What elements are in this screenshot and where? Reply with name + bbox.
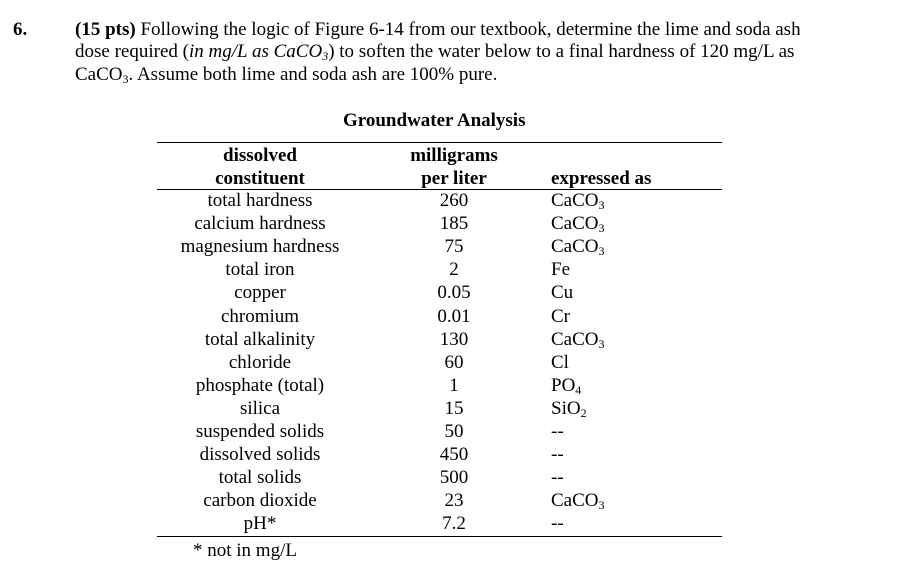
- expressed-as-subscript: 2: [580, 406, 587, 420]
- expressed-as-subscript: 3: [598, 198, 605, 212]
- table-cell-value: 2: [449, 259, 459, 280]
- question-number: 6.: [13, 19, 28, 40]
- expressed-as-subscript: 3: [598, 498, 605, 512]
- table-cell-value: 1: [449, 375, 459, 396]
- expressed-as-symbol: CaCO: [551, 329, 599, 350]
- header-constituent-line1: dissolved: [223, 145, 297, 166]
- expressed-as-subscript: 3: [598, 221, 605, 235]
- table-cell-constituent: chloride: [228, 352, 292, 373]
- question-line-2: dose required (in mg/L as CaCO$_3$) to soften the water below to a final hardness of 120 mg/L as: [75, 41, 795, 63]
- table-cell-expressed-as: [551, 443, 564, 466]
- table-cell-constituent: magnesium hardness: [180, 236, 340, 257]
- expressed-as-symbol: CaCO: [551, 490, 599, 511]
- table-cell-value: 260: [439, 190, 469, 211]
- table-cell-value: 75: [444, 236, 464, 257]
- table-cell-constituent: suspended solids: [195, 421, 325, 442]
- question-line-3: CaCO$_3$. Assume both lime and soda ash are 100% pure.: [75, 64, 498, 86]
- table-cell-expressed-as: [551, 397, 587, 422]
- question-line-1: (15 pts) Following the logic of Figure 6-14 from our textbook, determine the lime and soda ash: [75, 19, 801, 40]
- table-cell-expressed-as: [551, 489, 605, 514]
- table-cell-value: 0.01: [437, 306, 471, 327]
- table-cell-expressed-as: [551, 305, 570, 328]
- expressed-as-symbol: Cu: [551, 282, 574, 303]
- table-cell-constituent: calcium hardness: [194, 213, 326, 234]
- table-cell-constituent: carbon dioxide: [203, 490, 317, 511]
- expressed-as-subscript: 4: [575, 383, 582, 397]
- table-title: Groundwater Analysis: [343, 110, 526, 131]
- table-cell-expressed-as: [551, 328, 605, 353]
- table-bottom-rule: [157, 536, 722, 537]
- table-top-rule: [157, 142, 722, 143]
- expressed-as-symbol: PO: [551, 375, 576, 396]
- table-cell-expressed-as: [551, 189, 605, 214]
- header-constituent-line2: constituent: [215, 168, 305, 189]
- table-cell-expressed-as: [551, 235, 605, 260]
- expressed-as-symbol: Cl: [551, 352, 569, 373]
- table-cell-constituent: total iron: [225, 259, 295, 280]
- expressed-as-symbol: CaCO: [551, 236, 599, 257]
- table-cell-value: 185: [439, 213, 469, 234]
- header-value-line2: per liter: [421, 168, 487, 189]
- table-cell-expressed-as: [551, 258, 570, 281]
- table-cell-expressed-as: [551, 281, 573, 304]
- table-cell-constituent: phosphate (total): [195, 375, 325, 396]
- table-cell-constituent: pH*: [243, 513, 277, 534]
- expressed-as-subscript: 3: [598, 337, 605, 351]
- header-expressed-as: expressed as: [551, 168, 652, 189]
- table-cell-value: 60: [444, 352, 464, 373]
- table-cell-value: 130: [439, 329, 469, 350]
- table-cell-expressed-as: [551, 420, 564, 443]
- table-cell-constituent: silica: [239, 398, 281, 419]
- table-cell-value: 50: [444, 421, 464, 442]
- table-cell-value: 23: [444, 490, 464, 511]
- expressed-as-symbol: --: [551, 444, 564, 465]
- table-cell-value: 7.2: [442, 513, 466, 534]
- table-cell-constituent: copper: [234, 282, 286, 303]
- table-cell-constituent: total hardness: [207, 190, 313, 211]
- table-cell-expressed-as: [551, 512, 564, 535]
- table-cell-value: 450: [439, 444, 469, 465]
- expressed-as-symbol: Fe: [551, 259, 570, 280]
- expressed-as-symbol: --: [551, 421, 564, 442]
- expressed-as-symbol: SiO: [551, 398, 581, 419]
- table-cell-value: 15: [444, 398, 464, 419]
- table-cell-value: 0.05: [437, 282, 471, 303]
- table-cell-expressed-as: [551, 212, 605, 237]
- table-cell-constituent: dissolved solids: [199, 444, 321, 465]
- expressed-as-subscript: 3: [598, 244, 605, 258]
- table-cell-constituent: total alkalinity: [204, 329, 316, 350]
- table-cell-constituent: chromium: [220, 306, 300, 327]
- table-cell-expressed-as: [551, 351, 569, 374]
- table-cell-constituent: total solids: [218, 467, 302, 488]
- table-cell-expressed-as: [551, 466, 564, 489]
- header-value-line1: milligrams: [410, 145, 498, 166]
- expressed-as-symbol: CaCO: [551, 213, 599, 234]
- table-footnote: * not in mg/L: [193, 540, 297, 561]
- expressed-as-symbol: CaCO: [551, 190, 599, 211]
- expressed-as-symbol: --: [551, 467, 564, 488]
- expressed-as-symbol: --: [551, 513, 564, 534]
- table-cell-value: 500: [439, 467, 469, 488]
- table-cell-expressed-as: [551, 374, 581, 399]
- expressed-as-symbol: Cr: [551, 306, 570, 327]
- question-points: (15 pts): [75, 19, 136, 40]
